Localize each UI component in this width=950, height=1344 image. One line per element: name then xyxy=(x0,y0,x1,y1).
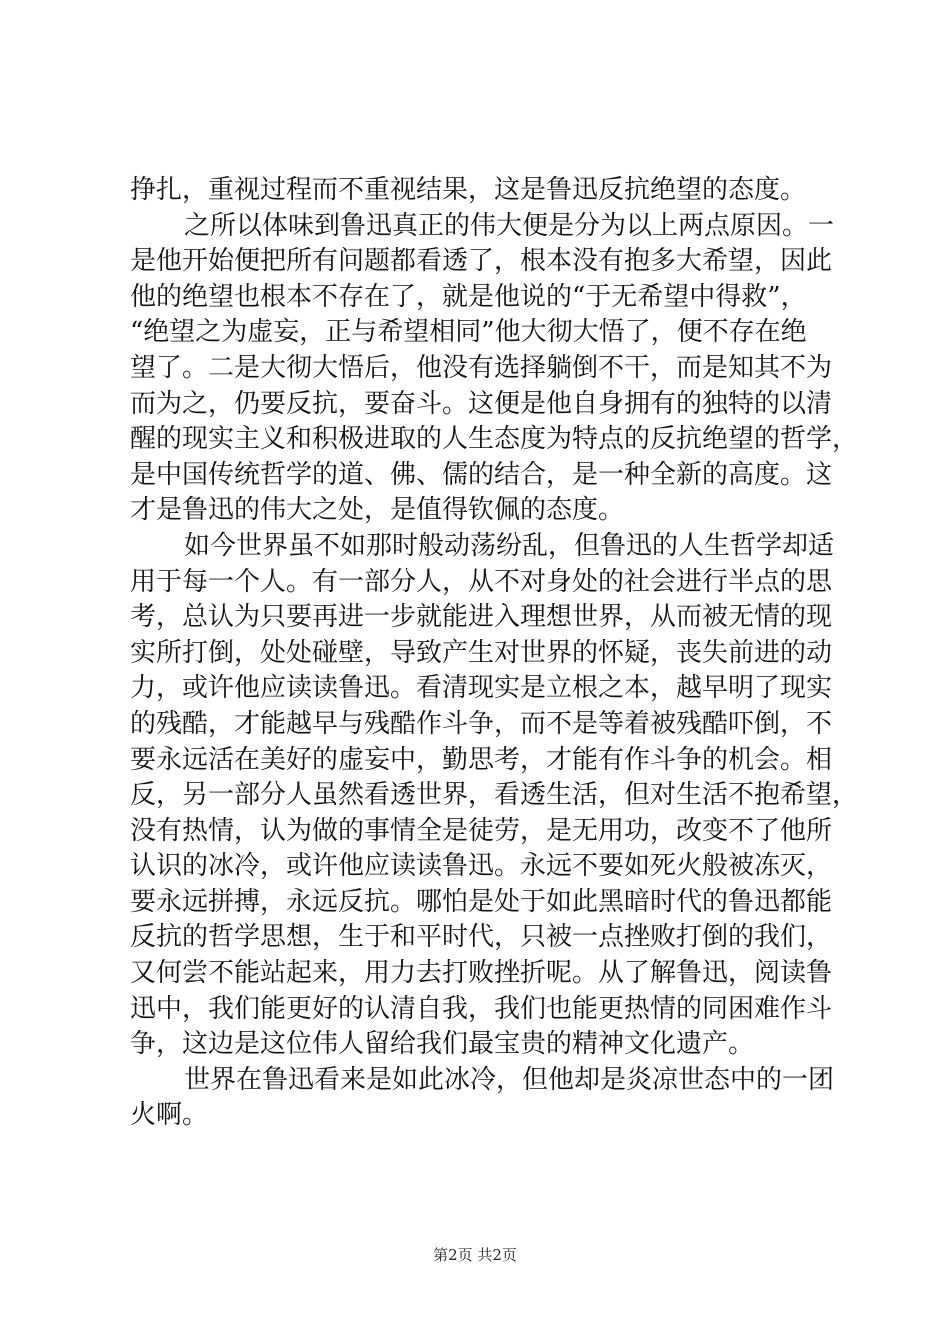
text-line: 是他开始便把所有问题都看透了，根本没有抱多大希望，因此 xyxy=(130,246,833,277)
text-line: 醒的现实主义和积极进取的人生态度为特点的反抗绝望的哲学， xyxy=(130,424,859,455)
text-line: 反抗的哲学思想，生于和平时代，只被一点挫败打倒的我们， xyxy=(130,922,833,953)
text-line: 之所以体味到鲁迅真正的伟大便是分为以上两点原因。一 xyxy=(184,210,835,241)
text-line: 挣扎，重视过程而不重视结果，这是鲁迅反抗绝望的态度。 xyxy=(130,175,807,205)
text-line: 迅中，我们能更好的认清自我，我们也能更热情的同困难作斗 xyxy=(130,993,833,1024)
text-line: 如今世界虽不如那时般动荡纷乱，但鲁迅的人生哲学却适 xyxy=(184,530,835,561)
page-footer: 第2页 共2页 xyxy=(433,1246,517,1264)
text-line: 是中国传统哲学的道、佛、儒的结合，是一种全新的高度。这 xyxy=(130,459,833,490)
text-line: 实所打倒，处处碰壁，导致产生对世界的怀疑，丧失前进的动 xyxy=(130,637,833,668)
text-line: 力，或许他应读读鲁迅。看清现实是立根之本，越早明了现实 xyxy=(130,673,833,704)
text-line: 争，这边是这位伟人留给我们最宝贵的精神文化遗产。 xyxy=(130,1029,755,1060)
text-line: 他的绝望也根本不存在了，就是他说的“于无希望中得救”， xyxy=(130,281,807,312)
text-line: 才是鲁迅的伟大之处，是值得钦佩的态度。 xyxy=(130,495,625,526)
text-line: 反，另一部分人虽然看透世界，看透生活，但对生活不抱希望， xyxy=(130,780,859,811)
text-line: 要永远拼搏，永远反抗。哪怕是处于如此黑暗时代的鲁迅都能 xyxy=(130,886,833,917)
text-line: 没有热情，认为做的事情全是徒劳，是无用功，改变不了他所 xyxy=(130,815,833,846)
essay-body xyxy=(130,173,859,1134)
text-line: 的残酷，才能越早与残酷作斗争，而不是等着被残酷吓倒，不 xyxy=(130,708,833,739)
text-line: 要永远活在美好的虚妄中，勤思考，才能有作斗争的机会。相 xyxy=(130,744,833,775)
text-line: 考，总认为只要再进一步就能进入理想世界，从而被无情的现 xyxy=(130,602,833,633)
text-line: 用于每一个人。有一部分人，从不对身处的社会进行半点的思 xyxy=(130,566,833,597)
text-line: 火啊。 xyxy=(130,1100,209,1131)
text-line: “绝望之为虚妄，正与希望相同”他大彻大悟了，便不存在绝 xyxy=(130,317,807,348)
text-line: 世界在鲁迅看来是如此冰冷，但他却是炎凉世态中的一团 xyxy=(184,1064,835,1095)
text-line: 又何尝不能站起来，用力去打败挫折呢。从了解鲁迅，阅读鲁 xyxy=(130,958,833,989)
text-line: 而为之，仍要反抗，要奋斗。这便是他自身拥有的独特的以清 xyxy=(130,388,833,419)
text-line: 望了。二是大彻大悟后，他没有选择躺倒不干，而是知其不为 xyxy=(130,352,833,383)
text-line: 认识的冰冷，或许他应读读鲁迅。永远不要如死火般被冻灭， xyxy=(130,851,833,882)
